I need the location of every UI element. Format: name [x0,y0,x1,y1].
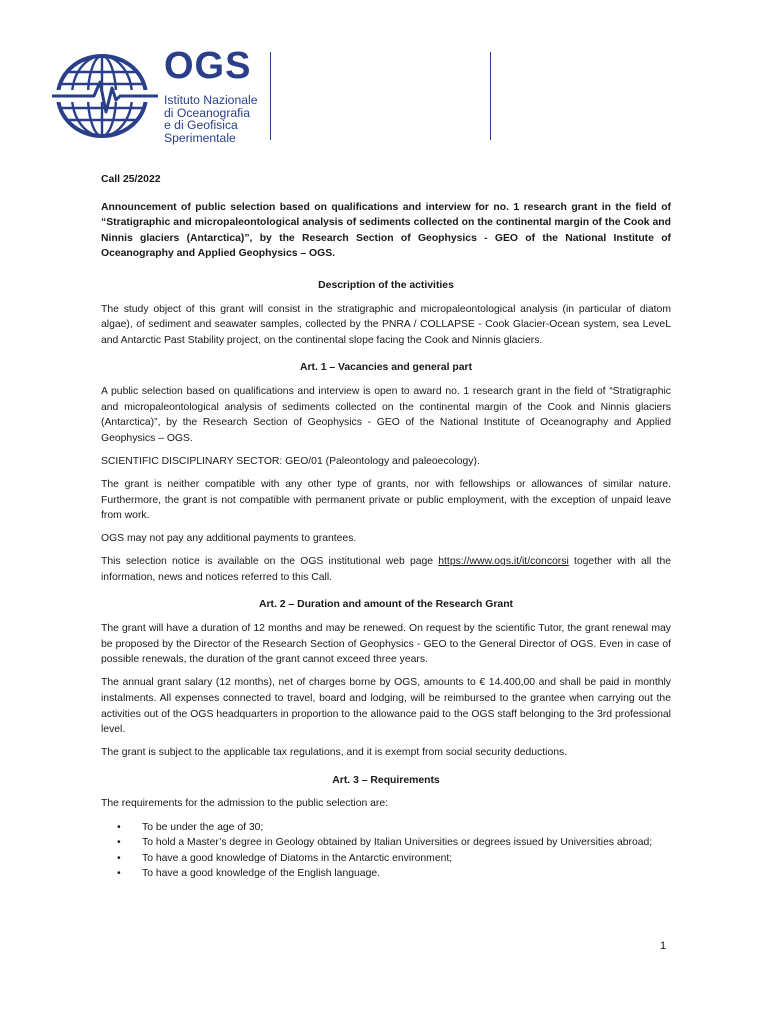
brand-subtitle [164,94,258,144]
art1-paragraph-link [101,554,671,585]
list-item-text: To be under the age of 30; [142,821,264,833]
globe-seismograph-icon [50,50,160,140]
brand-sub-line: e di Geofisica [164,118,238,132]
brand-sub-line: Istituto Nazionale [164,93,258,107]
text-span: together with all the information, news and notices referred to this Call. [101,556,671,583]
list-item-text: To have a good knowledge of the English language. [142,868,381,880]
header-divider [270,52,271,140]
list-item [101,835,671,851]
text-span: This selection notice is available on the OGS institutional web page [101,556,439,568]
list-item-text: To have a good knowledge of Diatoms in the Antarctic environment; [142,852,453,864]
announcement-title: Announcement of public selection based on qualifications and interview for no. 1 research grant in the field of “Stratigraphic and micropaleontological analysis of sediments collected on the continental margin of the Cook and Ninnis glaciers (Antarctica)”, by the Research Section of Geophysics - GEO of the National Institute of Oceanography and Applied Geophysics – OGS. [101,201,671,260]
concorsi-link[interactable]: https://www.ogs.it/it/concorsi [438,556,569,568]
art1-paragraph: SCIENTIFIC DISCIPLINARY SECTOR: GEO/01 (Paleontology and paleoecology). [101,455,480,467]
section-heading-art2: Art. 2 – Duration and amount of the Research Grant [258,599,514,611]
list-item-text: To hold a Master’s degree in Geology obtained by Italian Universities or degrees issued by Universities abroad; [142,837,653,849]
section-heading-art1: Art. 1 – Vacancies and general part [299,362,473,374]
brand-sub-line: Sperimentale [164,130,236,145]
page-number: 1 [660,940,667,952]
section-heading-art3: Art. 3 – Requirements [332,774,440,786]
bullet-icon: • [117,837,121,849]
brand-block [164,44,258,144]
brand-name: OGS [164,45,252,87]
requirements-list [101,820,671,882]
art3-intro: The requirements for the admission to the public selection are: [101,798,389,810]
art2-paragraph: The grant will have a duration of 12 months and may be renewed. On request by the scientific Tutor, the grant renewal may be proposed by the Director of the Research Section of Geophysics - GEO to the General Director of OGS. Even in case of possible renewals, the duration of the grant cannot exceed three years. [101,623,671,666]
list-item [101,851,671,867]
art2-paragraph: The grant is subject to the applicable tax regulations, and it is exempt from social security deductions. [101,747,568,759]
art1-paragraph: The grant is neither compatible with any other type of grants, nor with fellowships or allowances of similar nature. Furthermore, the grant is not compatible with permanent private or public employment, with the exception of unpaid leave from work. [101,478,671,522]
art1-paragraph: OGS may not pay any additional payments to grantees. [101,533,357,545]
bullet-icon: • [117,852,121,864]
description-text: The study object of this grant will consist in the stratigraphic and micropaleontological analysis (in particular of diatom algae), of sediment and seawater samples, collected by the PNRA / COLLAPSE - Cook Glacier-Ocean system, sea LeveL and Antarctic Past Stability project, on the continental slope facing the Cook and Ninnis glaciers. [101,303,671,346]
call-number: Call 25/2022 [101,174,161,185]
header-divider [490,52,491,140]
list-item [101,820,671,836]
brand-sub-line: di Oceanografia [164,105,251,120]
bullet-icon: • [117,821,121,833]
bullet-icon: • [117,868,121,880]
art2-paragraph: The annual grant salary (12 months), net of charges borne by OGS, amounts to € 14.400,00 and shall be paid in monthly instalments. All expenses connected to travel, board and lodging, will be reimbursed to the grantee when carrying out the activities out of the OGS headquarters in proportion to the allowance paid to the OGS staff belonging to the 3rd professional level. [101,677,671,736]
list-item [101,866,671,882]
document-body [101,172,671,882]
art1-paragraph: A public selection based on qualifications and interview is open to award no. 1 research grant in the field of “Stratigraphic and micropaleontological analysis of sediments collected on the continental margin of the Cook and Ninnis glaciers (Antarctica)”, by the Research Section of Geophysics - GEO of the National Institute of Oceanography and Applied Geophysics – OGS. [101,385,671,444]
section-heading-description: Description of the activities [318,279,454,291]
